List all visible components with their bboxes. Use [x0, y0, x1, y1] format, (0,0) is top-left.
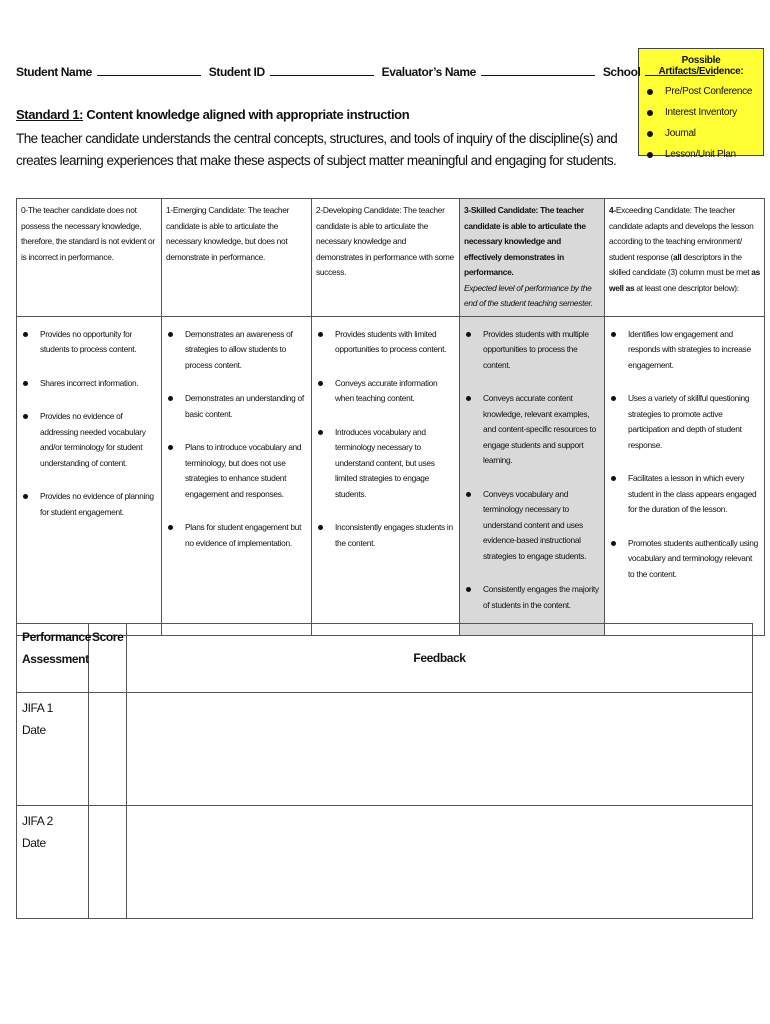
bullet-icon [23, 414, 28, 419]
list-item [464, 391, 600, 469]
bullet-icon [168, 445, 173, 450]
jifa-1-date-label: Date [22, 723, 46, 737]
list-item [166, 440, 307, 502]
level-4-text-2: descriptors in the skilled candidate (3) column must be met [609, 251, 752, 277]
level-2-header [312, 199, 460, 317]
info-line [16, 64, 720, 79]
performance-table [16, 623, 753, 919]
artifacts-item-label: Lesson/Unit Plan [665, 149, 736, 160]
standard-title [16, 107, 409, 122]
rubric-header-row [17, 199, 765, 317]
list-item [609, 471, 760, 518]
descriptor-text: Conveys vocabulary and terminology necessary to understand content and uses evidence-based instructional strategies to engage students. [483, 488, 587, 561]
bullet-icon [611, 332, 616, 337]
bullet-icon [466, 492, 471, 497]
descriptor-text: Promotes students authentically using vocabulary and terminology relevant to the content. [628, 537, 758, 579]
table-row [17, 693, 753, 806]
list-item [21, 409, 157, 471]
bullet-icon [23, 332, 28, 337]
descriptor-text: Facilitates a lesson in which every student in the class appears engaged for the duration of the lesson. [628, 473, 757, 514]
bullet-icon [647, 110, 653, 116]
descriptor-text: Conveys accurate information when teaching content. [335, 377, 438, 403]
bullet-icon [318, 381, 323, 386]
descriptor-text: Uses a variety of skillful questioning strategies to promote active participation and depth of student response. [628, 393, 750, 450]
list-item [21, 327, 157, 358]
artifacts-item-label: Interest Inventory [665, 107, 737, 118]
bullet-icon [611, 476, 616, 481]
standard-description: The teacher candidate understands the central concepts, structures, and tools of inquiry of the discipline(s) and creates learning experiences that make these aspects of subject matter meaningful and engaging for students. [16, 131, 618, 168]
level-4-aswell: as well as [609, 267, 760, 293]
bullet-icon [318, 525, 323, 530]
level-3-descriptors [460, 316, 605, 636]
list-item [316, 425, 455, 503]
level-3-expected-note: Expected level of performance by the end of the student teaching semester. [464, 282, 593, 308]
level-4-text-3: at least one descriptor below): [634, 282, 739, 293]
bullet-icon [168, 525, 173, 530]
student-id-field[interactable] [270, 64, 374, 76]
artifacts-item [647, 81, 763, 102]
descriptor-text: Shares incorrect information. [40, 377, 139, 388]
jifa-1-feedback-cell[interactable] [127, 693, 753, 806]
school-field[interactable] [645, 64, 715, 76]
table-row [17, 806, 753, 919]
list-item [609, 327, 760, 374]
artifacts-item [647, 144, 763, 165]
level-0-descriptors [17, 316, 162, 636]
list-item [166, 391, 307, 422]
bullet-icon [23, 494, 28, 499]
list-item [166, 520, 307, 551]
artifacts-item-label: Journal [665, 128, 696, 139]
artifacts-title: Possible Artifacts/Evidence: [658, 55, 744, 77]
evaluator-name-label: Evaluator’s Name [381, 65, 476, 79]
student-name-label: Student Name [16, 65, 92, 79]
level-0-header [17, 199, 162, 317]
list-item [21, 376, 157, 392]
artifacts-list [639, 81, 763, 165]
jifa-1-label: JIFA 1 [22, 701, 53, 715]
artifacts-item [647, 102, 763, 123]
bullet-icon [466, 332, 471, 337]
list-item [316, 520, 455, 551]
rubric-descriptor-row [17, 316, 765, 636]
level-2-text: 2-Developing Candidate: The teacher candidate is able to articulate the necessary knowledge and demonstrates in performance with some success. [316, 205, 454, 277]
level-4-all: all [672, 251, 682, 262]
bullet-icon [611, 396, 616, 401]
bullet-icon [23, 381, 28, 386]
jifa-1-cell [17, 693, 89, 806]
descriptor-text: Demonstrates an awareness of strategies to allow students to process content. [185, 328, 293, 370]
level-0-text: 0-The teacher candidate does not possess the necessary knowledge, therefore, the standard is not evident or is incorrect in performance. [21, 205, 155, 262]
descriptor-text: Consistently engages the majority of students in the content. [483, 584, 599, 610]
jifa-2-score-cell[interactable] [89, 806, 127, 919]
level-1-text: 1-Emerging Candidate: The teacher candidate is able to articulate the necessary knowledge, but does not demonstrate in performance. [166, 205, 290, 262]
descriptor-text: Identifies low engagement and responds with strategies to increase engagement. [628, 328, 751, 370]
bullet-icon [647, 89, 653, 95]
rubric-table [16, 198, 765, 636]
jifa-2-cell [17, 806, 89, 919]
student-name-field[interactable] [97, 64, 201, 76]
standard-title-text: Content knowledge aligned with appropriate instruction [86, 107, 410, 122]
artifacts-item-label: Pre/Post Conference [665, 86, 753, 97]
bullet-icon [318, 430, 323, 435]
level-2-descriptors [312, 316, 460, 636]
performance-header-line1: Performance [22, 630, 91, 644]
descriptor-text: Demonstrates an understanding of basic content. [185, 393, 304, 419]
list-item [464, 327, 600, 374]
descriptor-text: Provides students with multiple opportunities to process the content. [483, 328, 589, 370]
level-4-text-1: Exceeding Candidate: The teacher candidate adapts and develops the lesson according to the teaching environment/ student response ( [609, 205, 754, 262]
descriptor-text: Provides no opportunity for students to process content. [40, 328, 137, 354]
bullet-icon [647, 131, 653, 137]
student-id-label: Student ID [208, 65, 265, 79]
list-item [316, 376, 455, 407]
level-1-descriptors [162, 316, 312, 636]
level-4-prefix: 4- [609, 205, 616, 215]
level-1-header [162, 199, 312, 317]
artifacts-item [647, 123, 763, 144]
level-4-header [605, 199, 765, 317]
standard-label: Standard 1: [16, 107, 84, 122]
descriptor-text: Introduces vocabulary and terminology necessary to understand content, but uses limited strategies to engage students. [335, 426, 435, 499]
list-item [21, 489, 157, 520]
jifa-2-feedback-cell[interactable] [127, 806, 753, 919]
bullet-icon [466, 396, 471, 401]
school-label: School [602, 65, 641, 79]
bullet-icon [168, 332, 173, 337]
evaluator-name-field[interactable] [481, 64, 595, 76]
performance-assessment-header [17, 624, 89, 693]
jifa-2-date-label: Date [22, 836, 46, 850]
list-item [464, 487, 600, 565]
descriptor-text: Provides students with limited opportunities to process content. [335, 328, 447, 354]
descriptor-text: Plans to introduce vocabulary and terminology, but does not use strategies to enhance student engagement and responses. [185, 442, 302, 499]
descriptor-text: Provides no evidence of planning for student engagement. [40, 491, 154, 517]
list-item [316, 327, 455, 358]
list-item [609, 536, 760, 583]
level-4-descriptors [605, 316, 765, 636]
bullet-icon [647, 152, 653, 158]
jifa-1-score-cell[interactable] [89, 693, 127, 806]
descriptor-text: Conveys accurate content knowledge, relevant examples, and content-specific resources to engage students and support learning. [483, 393, 596, 465]
score-header: Score [89, 624, 127, 693]
level-3-header [460, 199, 605, 317]
bullet-icon [611, 541, 616, 546]
list-item [464, 582, 600, 613]
feedback-header: Feedback [127, 624, 753, 693]
level-3-text: 3-Skilled Candidate: The teacher candidate is able to articulate the necessary knowledge and effectively demonstrates in performance. [464, 205, 586, 277]
descriptor-text: Inconsistently engages students in the content. [335, 522, 453, 548]
descriptor-text: Provides no evidence of addressing needed vocabulary and/or terminology for student understanding of content. [40, 411, 146, 468]
bullet-icon [318, 332, 323, 337]
performance-header-line2: Assessment [22, 652, 89, 666]
jifa-2-label: JIFA 2 [22, 814, 53, 828]
bullet-icon [168, 396, 173, 401]
list-item [609, 391, 760, 453]
bullet-icon [466, 587, 471, 592]
performance-header-row [17, 624, 753, 693]
list-item [166, 327, 307, 374]
descriptor-text: Plans for student engagement but no evidence of implementation. [185, 522, 302, 548]
